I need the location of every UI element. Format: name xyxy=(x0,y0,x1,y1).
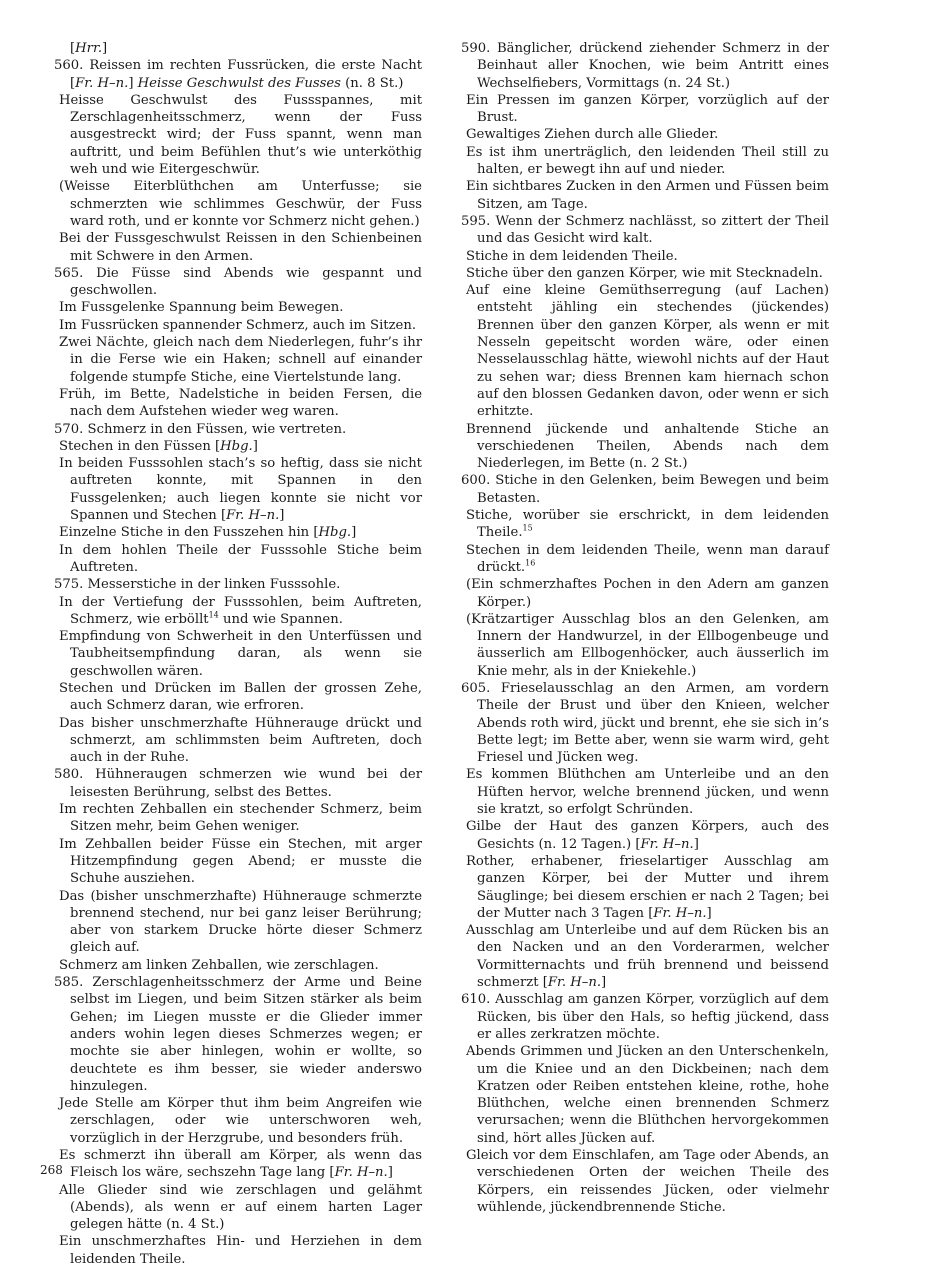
footnote-marker: 14 xyxy=(208,610,219,620)
entry-text: (Weisse Eiterblüthchen am Unterfusse; sie schmerzten wie schlimmes Geschwür, der Fuss ward roth, und er konnte vor Schmerz nicht gehen.) xyxy=(59,179,422,229)
entry-text: 595. Wenn der Schmerz nachlässt, so zittert der Theil und das Gesicht wird kalt. xyxy=(461,213,829,247)
numbered-symptom-entry xyxy=(54,421,422,438)
symptom-entry xyxy=(461,1043,829,1147)
symptom-entry xyxy=(54,1182,422,1234)
entry-text: Jede Stelle am Körper thut ihm beim Angreifen wie zerschlagen, oder wie unterschworen weh, vorzüglich in der Herzgrube, und besonders früh. xyxy=(59,1096,422,1146)
symptom-entry xyxy=(54,1233,422,1268)
symptom-entry xyxy=(54,594,422,629)
entry-text: Bei der Fussgeschwulst Reissen in den Schienbeinen mit Schwere in den Armen. xyxy=(59,231,422,264)
entry-text: Das (bisher unschmerzhafte) Hühnerauge schmerzte brennend stechend, nur bei ganz leiser Berührung; aber von starkem Drucke hörte dieser Schmerz gleich auf. xyxy=(59,888,422,956)
entry-text: Abends Grimmen und Jücken an den Unterschenkeln, um die Kniee und an den Dickbeinen; nach dem Kratzen oder Reiben entstehen kleine, rothe, hohe Blüthchen, welche einen brennenden Schmerz verursachen; wenn die Blüthchen hervorgekommen sind, hört alles Jücken auf. xyxy=(466,1044,829,1146)
symptom-entry xyxy=(54,299,422,316)
entry-text: Einzelne Stiche in den Fusszehen hin [ xyxy=(59,525,319,541)
entry-text: Stiche, worüber sie erschrickt, in dem leidenden Theile. xyxy=(466,508,829,541)
entry-text: ] xyxy=(387,1165,393,1181)
entry-text: ] xyxy=(351,525,357,541)
symptom-entry xyxy=(461,507,829,542)
entry-text: Es kommen Blüthchen am Unterleibe und an den Hüften hervor, welche brennend jücken, und wenn sie kratzt, so erfolgt Schründen. xyxy=(466,767,829,818)
page-number: 268 xyxy=(40,1163,63,1177)
entry-text: 580. Hühneraugen schmerzen wie wund bei der leisesten Berührung, selbst des Bettes. xyxy=(54,767,422,800)
italic-reference: Heisse Geschwulst des Fusses xyxy=(137,75,341,91)
entry-text: Gleich vor dem Einschlafen, am Tage oder Abends, an verschiedenen Orten der weichen Theile des Körpers, ein reissendes Jücken, oder vielmehr wühlende, jückendbrennende Stiche. xyxy=(466,1148,829,1215)
symptom-entry xyxy=(54,386,422,421)
symptom-entry xyxy=(461,178,829,213)
entry-text: Ein Pressen im ganzen Körper, vorzüglich auf der Brust. xyxy=(466,92,829,126)
italic-reference: Hbg. xyxy=(220,438,253,454)
entry-text: Stiche in dem leidenden Theile. xyxy=(466,248,678,264)
symptom-entry xyxy=(461,421,829,473)
italic-reference: Fr. H–n. xyxy=(226,508,280,524)
entry-text: (Ein schmerzhaftes Pochen in den Adern am ganzen Körper.) xyxy=(466,577,829,610)
symptom-entry xyxy=(54,836,422,888)
symptom-entry xyxy=(461,265,829,282)
symptom-entry xyxy=(54,715,422,767)
entry-text: 575. Messerstiche in der linken Fusssohle. xyxy=(54,577,341,593)
symptom-entry xyxy=(461,818,829,853)
symptom-entry xyxy=(54,888,422,957)
entry-text: 610. Ausschlag am ganzen Körper, vorzüglich auf dem Rücken, bis über den Hals, so heftig jückend, dass er alles zerkratzen möchte. xyxy=(461,992,829,1042)
italic-reference: Fr. H–n. xyxy=(334,1165,388,1181)
symptom-entry xyxy=(461,92,829,127)
numbered-symptom-entry xyxy=(54,57,422,92)
entry-text: Gilbe der Haut des ganzen Körpers, auch des Gesichts (n. 12 Tagen.) [ xyxy=(466,819,829,852)
symptom-entry xyxy=(54,438,422,455)
numbered-symptom-entry xyxy=(54,974,422,1095)
entry-text: Stechen in dem leidenden Theile, wenn man darauf drückt. xyxy=(466,542,829,575)
symptom-entry xyxy=(54,455,422,524)
symptom-entry xyxy=(54,334,422,386)
italic-reference: Fr. H–n. xyxy=(75,75,129,91)
symptom-entry xyxy=(461,248,829,265)
symptom-entry xyxy=(54,1095,422,1147)
numbered-symptom-entry xyxy=(461,680,829,766)
entry-text: Ausschlag am Unterleibe und auf dem Rücken bis an den Nacken und an den Vorderarmen, welcher Vormitternachts und früh brennend und beissend schmerzt [ xyxy=(466,923,829,991)
entry-text: In der Vertiefung der Fusssohlen, beim Auftreten, Schmerz, wie erböllt xyxy=(59,594,422,627)
entry-text: 605. Frieselausschlag an den Armen, am vordern Theile der Brust und über den Knieen, welcher Abends roth wird, jückt und brennt, ehe sie sich in’s Bette legt; im Bette aber, wenn sie warm wird, geht Friesel und Jücken weg. xyxy=(461,680,829,766)
italic-reference: Hbg. xyxy=(318,525,352,541)
entry-text: Im rechten Zehballen ein stechender Schmerz, beim Sitzen mehr, beim Gehen weniger. xyxy=(59,802,422,835)
italic-reference: Fr. H–n. xyxy=(547,975,602,991)
symptom-entry xyxy=(54,92,422,178)
left-column xyxy=(54,40,422,1268)
symptom-entry xyxy=(461,126,829,143)
entry-text: ] xyxy=(706,905,712,921)
entry-text: (n. 8 St.) xyxy=(340,75,404,91)
entry-text: Das bisher unschmerzhafte Hühnerauge drückt und schmerzt, am schlimmsten beim Auftreten, doch auch in der Ruhe. xyxy=(59,715,422,766)
entry-text: 600. Stiche in den Gelenken, beim Bewegen und beim Betasten. xyxy=(461,473,829,506)
symptom-entry xyxy=(54,40,422,57)
footnote-marker: 16 xyxy=(525,558,536,568)
entry-text: Brennend jückende und anhaltende Stiche an verschiedenen Theilen, Abends nach dem Niederlegen, im Bette (n. 2 St.) xyxy=(466,421,829,472)
entry-text: Stechen in den Füssen [ xyxy=(59,438,221,454)
italic-reference: Fr. H–n. xyxy=(640,836,694,852)
entry-text: Rother, erhabener, frieselartiger Ausschlag am ganzen Körper, bei der Mutter und ihrem Säuglinge; bei diesem erschien er nach 2 Tagen; bei der Mutter nach 3 Tagen [ xyxy=(466,853,829,921)
numbered-symptom-entry xyxy=(54,265,422,300)
entry-text: ] xyxy=(693,836,699,852)
entry-text: In dem hohlen Theile der Fusssohle Stiche beim Auftreten. xyxy=(59,542,422,575)
entry-text: 585. Zerschlagenheitsschmerz der Arme und Beine selbst im Liegen, und beim Sitzen stärker als beim Gehen; im Liegen musste er die Glieder immer anders wohin legen dieses Schmerzes wegen; er mochte sie aber hinlegen, wohin er wollte, so deuchtete es ihm besser, sie wieder anderswo hinzulegen. xyxy=(54,975,422,1094)
symptom-entry xyxy=(461,611,829,680)
symptom-entry xyxy=(461,282,829,420)
entry-text: Im Fussrücken spannender Schmerz, auch im Sitzen. xyxy=(59,317,417,333)
entry-text: und wie Spannen. xyxy=(218,611,343,627)
symptom-entry xyxy=(461,576,829,611)
italic-reference: Hrr. xyxy=(75,41,103,56)
entry-text: [ xyxy=(70,41,76,56)
numbered-symptom-entry xyxy=(461,213,829,248)
entry-text: Alle Glieder sind wie zerschlagen und gelähmt (Abends), als wenn er auf einem harten Lager gelegen hätte (n. 4 St.) xyxy=(59,1182,422,1233)
symptom-entry xyxy=(54,801,422,836)
symptom-entry xyxy=(54,628,422,680)
entry-text: Auf eine kleine Gemüthserregung (auf Lachen) entsteht jähling ein stechendes (jückendes) Brennen über den ganzen Körper, als wenn er mit Nesseln gepeitscht worden wäre, oder einen Nesselausschlag hätte, wiewohl nichts auf der Haut zu sehen war; diess Brennen kam hiernach schon auf den blossen Gedanken davon, oder wenn er sich erhitzte. xyxy=(466,283,829,420)
symptom-entry xyxy=(54,542,422,577)
entry-text: Stechen und Drücken im Ballen der grossen Zehe, auch Schmerz daran, wie erfroren. xyxy=(59,680,422,714)
entry-text: ] xyxy=(252,438,258,454)
symptom-entry xyxy=(461,542,829,577)
entry-text: Im Zehballen beider Füsse ein Stechen, mit arger Hitzempfindung gegen Abend; er musste die Schuhe ausziehen. xyxy=(59,836,422,887)
entry-text: ] xyxy=(128,75,138,91)
entry-text: Im Fussgelenke Spannung beim Bewegen. xyxy=(59,300,344,316)
entry-text: Heisse Geschwulst des Fussspannes, mit Zerschlagenheitsschmerz, wenn der Fuss ausgestreckt wird; der Fuss spannt, wenn man auftritt, und beim Befühlen thut’s wie unterköthig weh und wie Eitergeschwür. xyxy=(59,92,422,178)
entry-text: Stiche über den ganzen Körper, wie mit Stecknadeln. xyxy=(466,265,823,281)
numbered-symptom-entry xyxy=(461,40,829,92)
symptom-entry xyxy=(54,1147,422,1182)
entry-text: Gewaltiges Ziehen durch alle Glieder. xyxy=(466,127,719,143)
entry-text: 590. Bänglicher, drückend ziehender Schmerz in der Beinhaut aller Knochen, wie beim Antritt eines Wechselfiebers, Vormittags (n. 24 St.) xyxy=(461,41,829,91)
numbered-symptom-entry xyxy=(461,472,829,507)
entry-text: Empfindung von Schwerheit in den Unterfüssen und Taubheitsempfindung daran, als wenn sie geschwollen wären. xyxy=(59,629,422,679)
entry-text: 565. Die Füsse sind Abends wie gespannt und geschwollen. xyxy=(54,265,422,299)
symptom-entry xyxy=(461,922,829,991)
symptom-entry xyxy=(461,766,829,818)
entry-text: Schmerz am linken Zehballen, wie zerschlagen. xyxy=(59,957,379,973)
entry-text: In beiden Fusssohlen stach’s so heftig, dass sie nicht auftreten konnte, mit Spannen in den Fussgelenken; auch liegen konnte sie nicht vor Spannen und Stechen [ xyxy=(59,456,422,524)
symptom-entry xyxy=(54,317,422,334)
numbered-symptom-entry xyxy=(54,576,422,593)
entry-text: Zwei Nächte, gleich nach dem Niederlegen, fuhr’s ihr in die Ferse wie ein Haken; schnell auf einander folgende stumpfe Stiche, eine Viertelstunde lang. xyxy=(59,335,422,385)
symptom-entry xyxy=(54,680,422,715)
entry-text: Früh, im Bette, Nadelstiche in beiden Fersen, die nach dem Aufstehen wieder weg waren. xyxy=(59,386,422,420)
symptom-entry xyxy=(461,853,829,922)
numbered-symptom-entry xyxy=(461,991,829,1043)
footnote-marker: 15 xyxy=(522,523,533,533)
right-column xyxy=(461,40,829,1216)
entry-text: 570. Schmerz in den Füssen, wie vertreten. xyxy=(54,421,347,437)
entry-text: (Krätzartiger Ausschlag blos an den Gelenken, am Innern der Handwurzel, in der Ellbogenbeuge und äusserlich am Ellbogenhöcker, auch äusserlich im Knie mehr, als in der Kniekehle.) xyxy=(466,611,829,679)
entry-text: Ein sichtbares Zucken in den Armen und Füssen beim Sitzen, am Tage. xyxy=(466,179,829,212)
entry-text: Es schmerzt ihn überall am Körper, als wenn das Fleisch los wäre, sechszehn Tage lang [ xyxy=(59,1148,422,1181)
symptom-entry xyxy=(54,178,422,230)
entry-text: Ein unschmerzhaftes Hin- und Herziehen in dem leidenden Theile. xyxy=(59,1234,422,1267)
symptom-entry xyxy=(54,957,422,974)
symptom-entry xyxy=(461,144,829,179)
entry-text: 560. Reissen im rechten Fussrücken, die erste Nacht [ xyxy=(54,58,422,91)
symptom-entry xyxy=(54,230,422,265)
italic-reference: Fr. H–n. xyxy=(653,905,707,921)
numbered-symptom-entry xyxy=(54,766,422,801)
symptom-entry xyxy=(54,524,422,541)
symptom-entry xyxy=(461,1147,829,1216)
entry-text: Es ist ihm unerträglich, den leidenden Theil still zu halten, er bewegt ihn auf und nieder. xyxy=(466,144,829,178)
entry-text: ] xyxy=(279,508,285,524)
entry-text: ] xyxy=(102,41,108,56)
entry-text: ] xyxy=(601,975,607,991)
